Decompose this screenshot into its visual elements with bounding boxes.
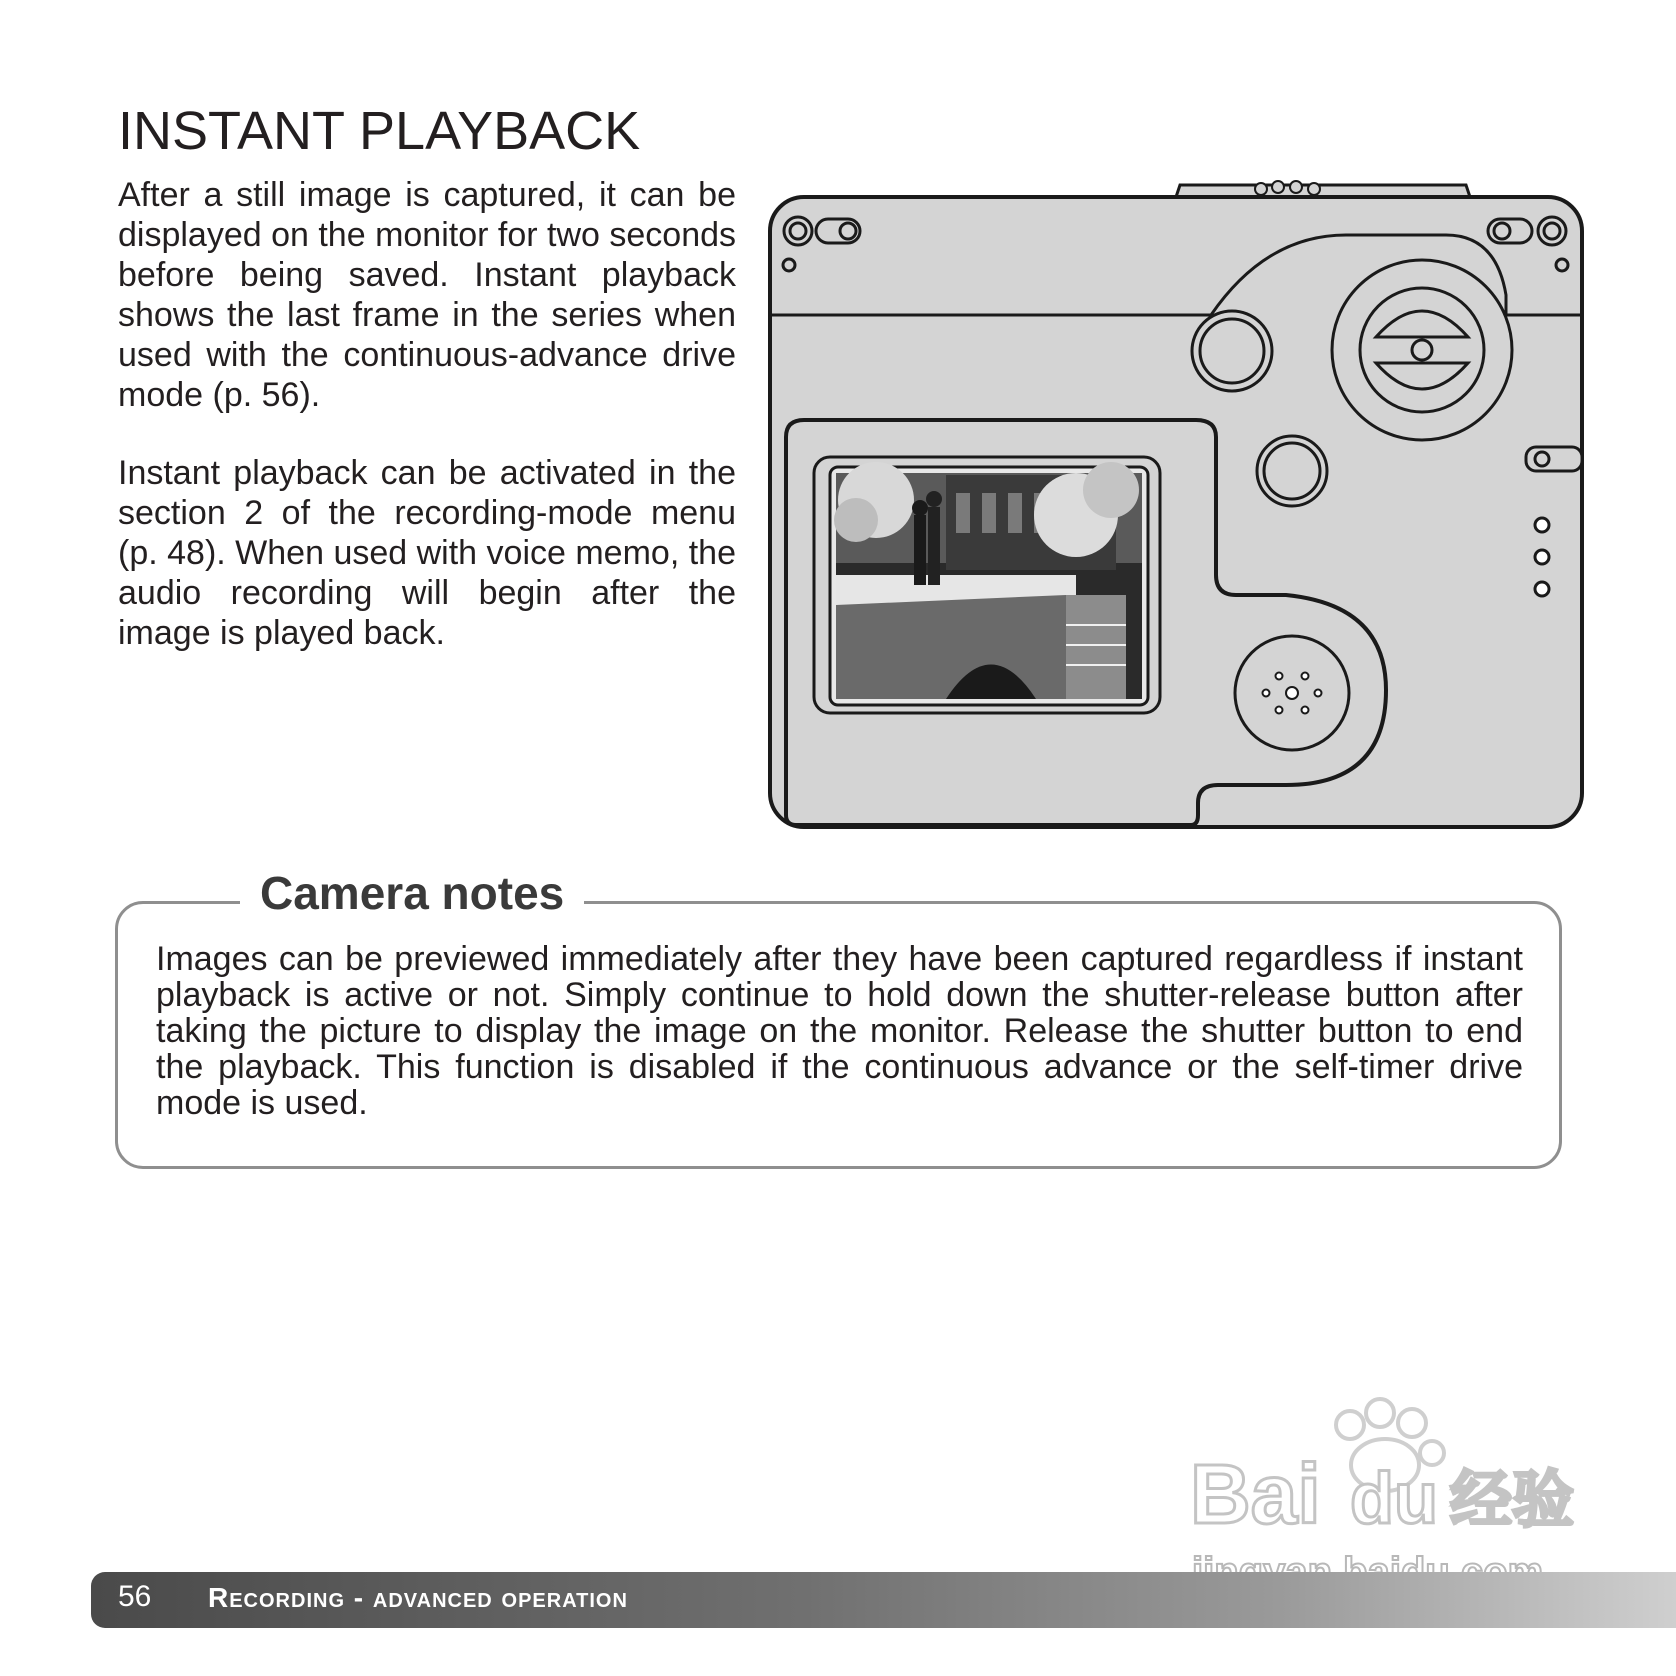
baidu-jingyan-watermark <box>1180 1395 1600 1595</box>
svg-text:经验: 经验 <box>1450 1466 1575 1535</box>
section-label: Recording - advanced operation <box>208 1582 628 1613</box>
controller-dial <box>1332 260 1512 440</box>
menu-button <box>1192 311 1272 391</box>
paragraph-1: After a still image is captured, it can be displayed on the monitor for two seconds before being saved. Instant playback shows the last frame in the series when used with the continuous-advance drive mode (p. 56). <box>118 176 737 414</box>
camera-notes-text: Images can be previewed immediately after they have been captured regardless if instant playback is active or not. Simply continue to hold down the shutter-release button after taking the picture to display the image on the monitor. Release the shutter button to end the playback. This function is disabled if the continuous advance or the self-timer drive mode is used. <box>156 940 1523 1122</box>
body-text <box>118 175 736 691</box>
playback-photo <box>834 462 1142 699</box>
svg-text:du: du <box>1350 1459 1438 1539</box>
camera-notes-title: Camera notes <box>240 866 584 920</box>
page-number: 56 <box>118 1580 152 1613</box>
camera-back-illustration <box>766 175 1586 835</box>
paragraph-2: Instant playback can be activated in the section 2 of the recording-mode menu (p. 48). When used with voice memo, the audio recording will begin after the image is played back. <box>118 454 736 652</box>
svg-text:Bai: Bai <box>1190 1447 1321 1541</box>
display-button <box>1257 436 1327 506</box>
speaker-grille <box>1235 636 1349 750</box>
page-title: INSTANT PLAYBACK <box>118 101 641 161</box>
